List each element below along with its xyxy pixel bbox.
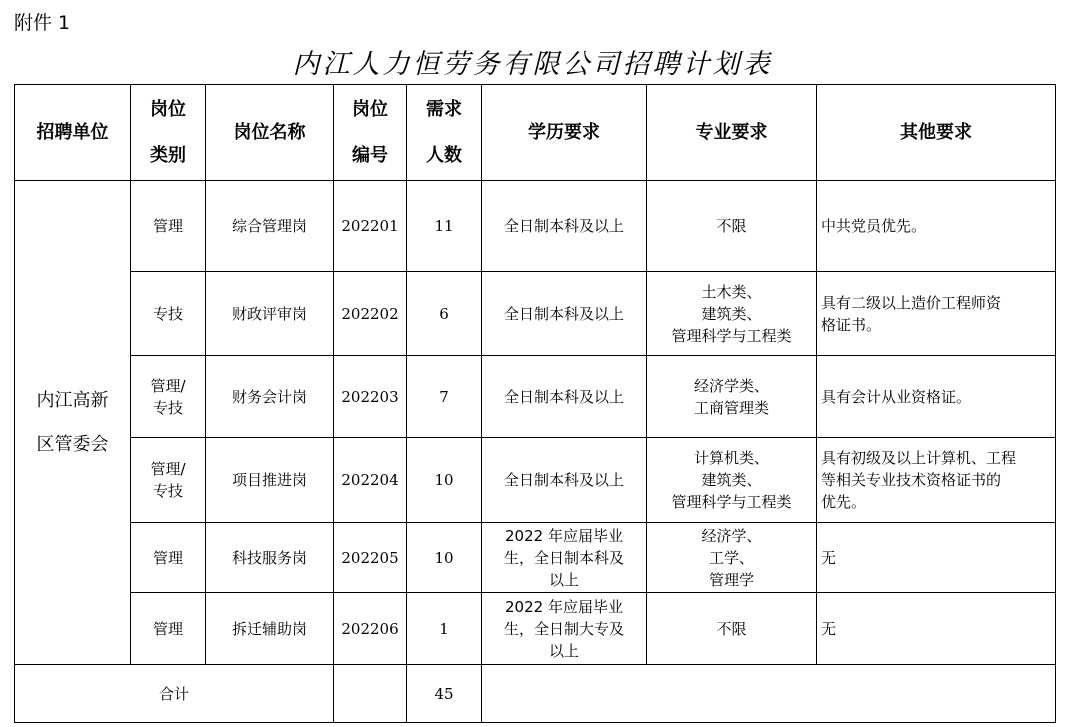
position-name-cell: 拆迁辅助岗 [206, 593, 334, 665]
position-name-cell: 财政评审岗 [206, 272, 334, 356]
position-code-cell: 202206 [334, 593, 407, 665]
education-cell: 全日制本科及以上 [482, 181, 647, 272]
position-name-cell: 项目推进岗 [206, 438, 334, 523]
education-cell: 全日制本科及以上 [482, 272, 647, 356]
header-headcount: 需求 人数 [407, 85, 482, 181]
headcount-cell: 7 [407, 356, 482, 438]
total-count: 45 [407, 665, 482, 723]
position-code-cell: 202201 [334, 181, 407, 272]
table-row [15, 593, 1056, 665]
position-category-cell: 专技 [131, 272, 206, 356]
position-code-cell: 202203 [334, 356, 407, 438]
position-code-cell: 202205 [334, 523, 407, 593]
recruitment-plan-table [14, 84, 1056, 723]
education-cell: 2022 年应届毕业 生，全日制大专及 以上 [482, 593, 647, 665]
header-row [15, 85, 1056, 181]
headcount-cell: 10 [407, 438, 482, 523]
table-row [15, 523, 1056, 593]
major-cell: 不限 [647, 181, 817, 272]
headcount-cell: 6 [407, 272, 482, 356]
position-name-cell: 财务会计岗 [206, 356, 334, 438]
header-major: 专业要求 [647, 85, 817, 181]
table-row [15, 272, 1056, 356]
position-category-cell: 管理 [131, 593, 206, 665]
major-cell: 计算机类、 建筑类、 管理科学与工程类 [647, 438, 817, 523]
attachment-label: 附件 1 [14, 12, 71, 34]
header-other: 其他要求 [817, 85, 1056, 181]
position-category-cell: 管理/ 专技 [131, 438, 206, 523]
table-row [15, 438, 1056, 523]
other-requirements-cell: 具有二级以上造价工程师资 格证书。 [817, 272, 1056, 356]
headcount-cell: 11 [407, 181, 482, 272]
headcount-cell: 10 [407, 523, 482, 593]
position-code-cell: 202204 [334, 438, 407, 523]
position-category-cell: 管理 [131, 181, 206, 272]
total-label: 合计 [15, 665, 334, 723]
position-name-cell: 科技服务岗 [206, 523, 334, 593]
total-row [15, 665, 1056, 723]
other-requirements-cell: 无 [817, 523, 1056, 593]
other-requirements-cell: 中共党员优先。 [817, 181, 1056, 272]
header-category: 岗位 类别 [131, 85, 206, 181]
table-row [15, 181, 1056, 272]
header-education: 学历要求 [482, 85, 647, 181]
other-requirements-cell: 具有会计从业资格证。 [817, 356, 1056, 438]
total-empty-cell [334, 665, 407, 723]
education-cell: 全日制本科及以上 [482, 438, 647, 523]
other-requirements-cell: 无 [817, 593, 1056, 665]
position-category-cell: 管理 [131, 523, 206, 593]
total-empty-remainder [482, 665, 1056, 723]
position-code-cell: 202202 [334, 272, 407, 356]
recruiting-unit-cell: 内江高新 区管委会 [15, 181, 131, 665]
headcount-cell: 1 [407, 593, 482, 665]
position-category-cell: 管理/ 专技 [131, 356, 206, 438]
major-cell: 经济学类、 工商管理类 [647, 356, 817, 438]
major-cell: 经济学、 工学、 管理学 [647, 523, 817, 593]
position-name-cell: 综合管理岗 [206, 181, 334, 272]
header-unit: 招聘单位 [15, 85, 131, 181]
table-row [15, 356, 1056, 438]
education-cell: 全日制本科及以上 [482, 356, 647, 438]
header-position-name: 岗位名称 [206, 85, 334, 181]
major-cell: 不限 [647, 593, 817, 665]
document-title: 内江人力恒劳务有限公司招聘计划表 [292, 49, 773, 80]
education-cell: 2022 年应届毕业 生，全日制本科及 以上 [482, 523, 647, 593]
major-cell: 土木类、 建筑类、 管理科学与工程类 [647, 272, 817, 356]
other-requirements-cell: 具有初级及以上计算机、工程 等相关专业技术资格证书的 优先。 [817, 438, 1056, 523]
table-body [15, 181, 1056, 665]
header-position-code: 岗位 编号 [334, 85, 407, 181]
